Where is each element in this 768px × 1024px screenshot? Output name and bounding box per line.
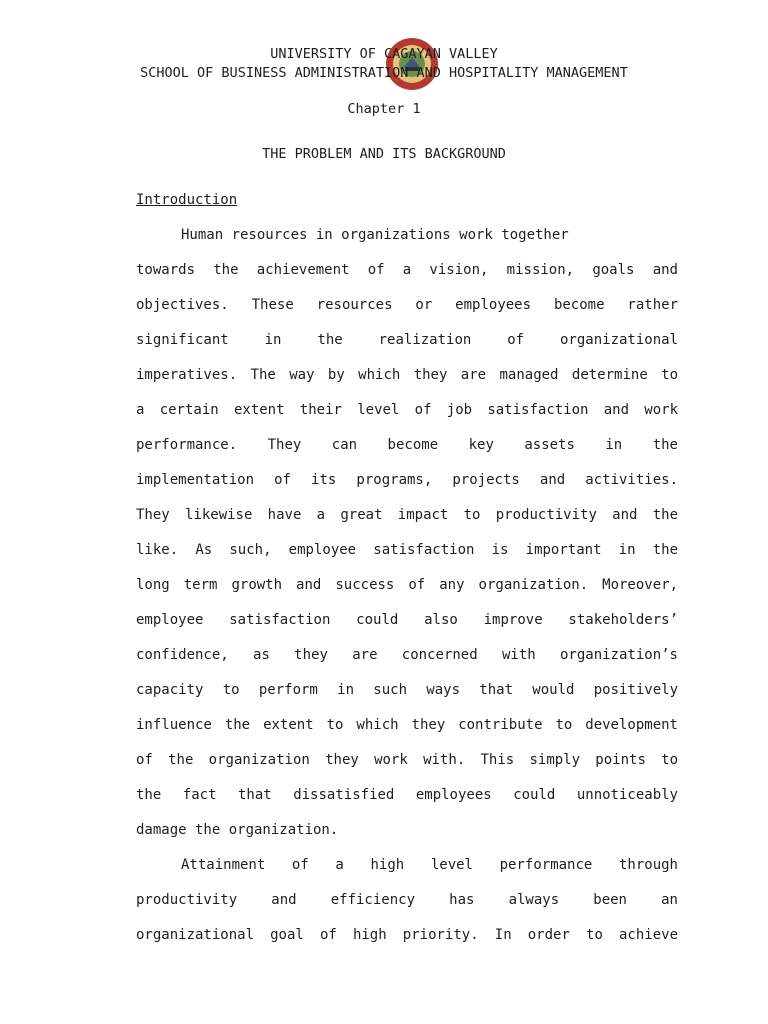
paragraph-1-last-line: damage the organization. [136,822,339,838]
paragraph-1-line: implementation of its programs, projects and activities. [136,472,678,488]
paragraph-1-line: towards the achievement of a vision, mission, goals and [136,262,678,278]
paragraph-1-line: objectives. These resources or employees become rather [136,297,678,313]
paragraph-2-first-line: Attainment of a high level performance through [181,857,678,873]
paragraph-1-line: confidence, as they are concerned with organization’s [136,647,678,663]
paragraph-1-line: like. As such, employee satisfaction is important in the [136,542,678,558]
chapter-title: THE PROBLEM AND ITS BACKGROUND [262,146,506,162]
paragraph-2-line: organizational goal of high priority. In order to achieve [136,927,678,943]
paragraph-1-line: performance. They can become key assets in the [136,437,678,453]
paragraph-1-line: a certain extent their level of job satisfaction and work [136,402,678,418]
university-name: UNIVERSITY OF CAGAYAN VALLEY [270,46,498,62]
paragraph-1-line: significant in the realization of organizational [136,332,678,348]
paragraph-1-line: of the organization they work with. This simply points to [136,752,678,768]
paragraph-1-line: the fact that dissatisfied employees could unnoticeably [136,787,678,803]
paragraph-1-first-line: Human resources in organizations work together [181,227,569,243]
paragraph-1-line: employee satisfaction could also improve stakeholders’ [136,612,678,628]
school-name: SCHOOL OF BUSINESS ADMINISTRATION AND HOSPITALITY MANAGEMENT [140,65,628,81]
paragraph-1-line: imperatives. The way by which they are managed determine to [136,367,678,383]
paragraph-1-line: influence the extent to which they contribute to development [136,717,678,733]
chapter-label: Chapter 1 [347,101,421,117]
paragraph-1-line: They likewise have a great impact to productivity and the [136,507,678,523]
paragraph-2-line: productivity and efficiency has always been an [136,892,678,908]
paragraph-1-line: capacity to perform in such ways that would positively [136,682,678,698]
paragraph-1-line: long term growth and success of any organization. Moreover, [136,577,678,593]
section-heading: Introduction [136,192,238,208]
